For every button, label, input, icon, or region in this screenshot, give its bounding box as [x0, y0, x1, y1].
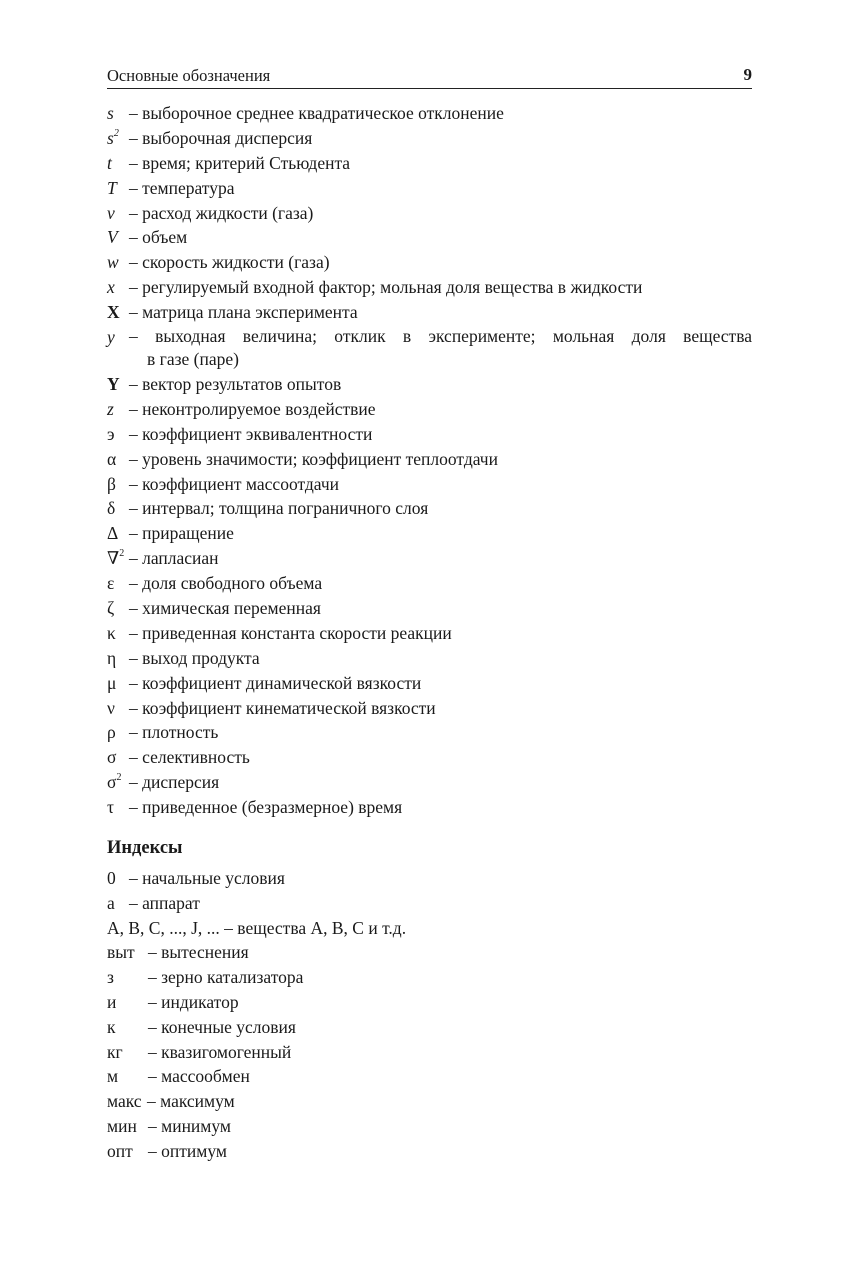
definition: – селективность: [129, 747, 250, 768]
symbol: ρ: [107, 722, 116, 743]
definition: – матрица плана эксперимента: [129, 302, 358, 323]
list-item: [107, 770, 752, 795]
definition: – время; критерий Стьюдента: [129, 152, 351, 173]
list-item: [107, 101, 752, 126]
definition-line-2: в газе (паре): [147, 349, 239, 370]
list-item: [107, 250, 752, 275]
symbol: ζ: [107, 598, 115, 619]
page-number: 9: [743, 65, 752, 84]
symbol: Y: [107, 374, 120, 395]
list-item: [107, 990, 752, 1015]
list-item: [107, 940, 752, 965]
definition: – плотность: [129, 722, 219, 743]
index-symbol: A, B, C, ..., J, ... – вещества A, B, C и т.д.: [107, 917, 407, 938]
definition: – выход продукта: [129, 647, 260, 668]
symbol: w: [107, 252, 119, 273]
definition: [129, 325, 752, 372]
list-item: [107, 225, 752, 250]
symbol: y: [107, 327, 115, 348]
symbol: V: [107, 227, 118, 248]
definition: – объем: [129, 227, 188, 248]
index-symbol: опт: [107, 1140, 133, 1161]
list-item: [107, 201, 752, 226]
index-symbol: выт: [107, 942, 135, 963]
list-item: [107, 916, 752, 941]
section-title: Основные обозначения: [107, 66, 271, 85]
list-item: [107, 176, 752, 201]
list-item: [107, 1114, 752, 1139]
index-symbol: з: [107, 967, 114, 988]
definition: – приращение: [129, 523, 234, 544]
definition: – приведенное (безразмерное) время: [129, 797, 403, 818]
index-symbol: а: [107, 892, 115, 913]
running-header: [107, 64, 752, 89]
definition: – вектор результатов опытов: [129, 374, 342, 395]
index-definition: – начальные условия: [129, 868, 285, 888]
list-item: [107, 1040, 752, 1065]
definition: – коэффициент кинематической вязкости: [129, 697, 436, 718]
symbol: T: [107, 177, 117, 198]
definition: – неконтролируемое воздействие: [129, 398, 376, 419]
list-item: [107, 965, 752, 990]
list-item: [107, 646, 752, 671]
symbol: κ: [107, 622, 116, 643]
list-item: [107, 422, 752, 447]
list-item: [107, 571, 752, 596]
symbol: s: [107, 103, 114, 123]
definition: – лапласиан: [129, 548, 219, 569]
symbol: Δ: [107, 523, 119, 544]
index-symbol: и: [107, 991, 117, 1012]
symbol: α: [107, 448, 117, 469]
index-definition: – массообмен: [148, 1066, 250, 1087]
list-item: [107, 671, 752, 696]
symbol: ν: [107, 697, 115, 718]
superscript: 2: [119, 548, 125, 560]
list-item: [107, 546, 752, 571]
symbol: $\sigma^2$: [107, 772, 122, 793]
index-symbol: мин: [107, 1115, 137, 1136]
list-item: [107, 447, 752, 472]
list-item: [107, 275, 752, 300]
definition: – регулируемый входной фактор; мольная доля вещества в жидкости: [129, 277, 643, 298]
list-item: [107, 1064, 752, 1089]
definition: – коэффициент динамической вязкости: [129, 672, 422, 693]
index-definition: – зерно катализатора: [148, 967, 304, 988]
list-item: [107, 1015, 752, 1040]
definition: – выборочная дисперсия: [129, 127, 313, 148]
list-item: [107, 696, 752, 721]
symbol: v: [107, 202, 115, 223]
symbol: ε: [107, 573, 115, 594]
symbol: $s^2$: [107, 127, 119, 148]
list-item: [107, 891, 752, 916]
list-item: [107, 866, 752, 891]
symbol: X: [107, 302, 120, 323]
list-item: [107, 496, 752, 521]
definition: – доля свободного объема: [129, 573, 323, 594]
list-item: [107, 1089, 752, 1114]
definition: – скорость жидкости (газа): [129, 252, 330, 273]
symbol: x: [107, 277, 115, 298]
list-item: [107, 795, 752, 820]
symbol: τ: [107, 797, 115, 818]
index-definition: – индикатор: [148, 991, 239, 1012]
list-item: [107, 596, 752, 621]
indices-list: [107, 866, 752, 1164]
list-item: [107, 745, 752, 770]
symbol: э: [107, 423, 115, 444]
list-item: [107, 621, 752, 646]
symbol: β: [107, 473, 116, 494]
symbols-list: [107, 101, 752, 820]
symbol: σ: [107, 747, 117, 768]
list-item: [107, 397, 752, 422]
definition: – выборочное среднее квадратическое отклонение: [129, 103, 504, 123]
definition: – уровень значимости; коэффициент теплоотдачи: [129, 448, 498, 469]
index-symbol: м: [107, 1066, 119, 1087]
definition: – коэффициент эквивалентности: [129, 423, 373, 444]
symbol: t: [107, 152, 112, 173]
list-item: [107, 151, 752, 176]
list-item: [107, 521, 752, 546]
definition: – расход жидкости (газа): [129, 202, 314, 223]
index-definition: – конечные условия: [148, 1016, 296, 1037]
index-symbol: кг: [107, 1041, 123, 1062]
list-item: [107, 720, 752, 745]
superscript: 2: [113, 127, 119, 139]
definition: – интервал; толщина пограничного слоя: [129, 498, 429, 519]
definition: – коэффициент массоотдачи: [129, 473, 340, 494]
index-definition: – оптимум: [148, 1140, 227, 1161]
symbol: μ: [107, 672, 117, 693]
index-definition: – вытеснения: [148, 942, 249, 963]
definition: – химическая переменная: [129, 598, 321, 619]
list-item: [107, 300, 752, 325]
symbol: η: [107, 647, 117, 668]
definition: – приведенная константа скорости реакции: [129, 622, 452, 643]
definition: – температура: [129, 177, 235, 198]
list-item: [107, 325, 752, 372]
index-symbol: 0: [107, 868, 116, 888]
list-item: [107, 372, 752, 397]
index-definition: – аппарат: [129, 892, 200, 913]
index-symbol: к: [107, 1016, 116, 1037]
definition: – дисперсия: [129, 772, 220, 793]
indices-heading: Индексы: [107, 838, 183, 858]
list-item: [107, 1139, 752, 1164]
index-definition: – квазигомогенный: [148, 1041, 292, 1062]
index-symbol: макс: [107, 1091, 142, 1112]
symbol: ∇$^2$: [107, 548, 125, 569]
list-item: [107, 472, 752, 497]
superscript: 2: [116, 772, 122, 784]
symbol: δ: [107, 498, 116, 519]
symbol: z: [107, 398, 114, 419]
definition-line-1: – выходная величина; отклик в эксперименте; мольная доля вещества: [129, 326, 752, 347]
index-definition: – минимум: [148, 1115, 231, 1136]
list-item: [107, 126, 752, 151]
index-definition: – максимум: [147, 1091, 235, 1112]
